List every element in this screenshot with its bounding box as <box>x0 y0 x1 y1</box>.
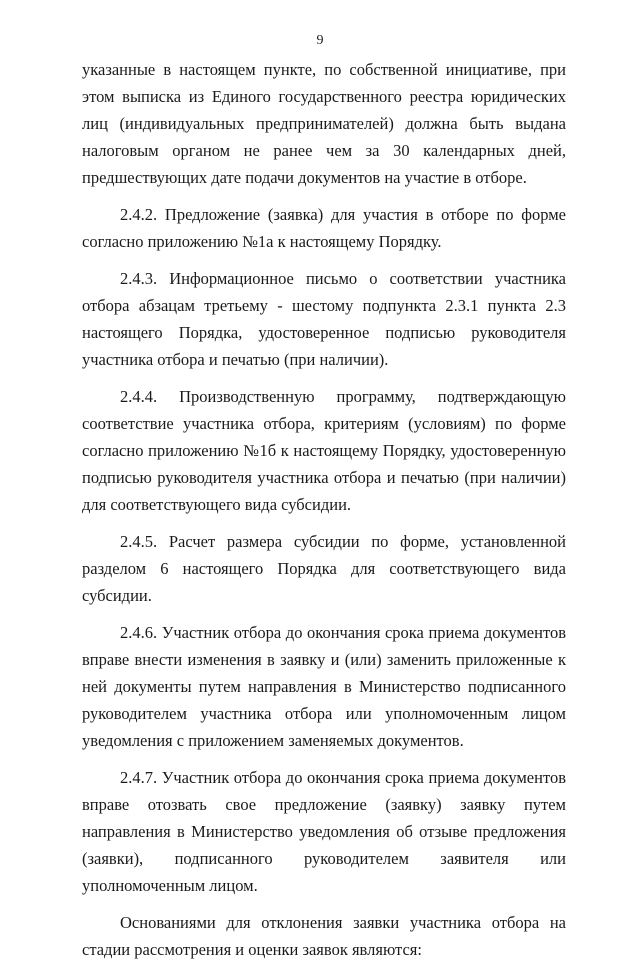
paragraph-2-4-4: 2.4.4. Производственную программу, подтверждающую соответствие участника отбора, критериям (условиям) по форме согласно приложению №1б к настоящему Порядку, удостоверенную подписью руководителя участника отбора и печатью (при наличии) для соответствующего вида субсидии. <box>82 387 566 514</box>
document-body <box>82 56 566 973</box>
paragraph-continuation: указанные в настоящем пункте, по собственной инициативе, при этом выписка из Единого государственного реестра юридических лиц (индивидуальных предпринимателей) должна быть выдана налоговым органом не ранее чем за 30 календарных дней, предшествующих дате подачи документов на участие в отборе. <box>82 60 566 187</box>
paragraph-2-4-5: 2.4.5. Расчет размера субсидии по форме, установленной разделом 6 настоящего Порядка для соответствующего вида субсидии. <box>82 532 566 605</box>
paragraph-2-4-3: 2.4.3. Информационное письмо о соответствии участника отбора абзацам третьему - шестому подпункта 2.3.1 пункта 2.3 настоящего Порядка, удостоверенное подписью руководителя участника отбора и печатью (при наличии). <box>82 269 566 369</box>
paragraph-rejection-grounds: Основаниями для отклонения заявки участника отбора на стадии рассмотрения и оценки заявок являются: <box>82 913 566 959</box>
paragraph-2-4-7: 2.4.7. Участник отбора до окончания срока приема документов вправе отозвать свое предложение (заявку) заявку путем направления в Министерство уведомления об отзыве предложения (заявки), подписанного руководителем заявителя или уполномоченным лицом. <box>82 768 566 895</box>
paragraph-2-4-6: 2.4.6. Участник отбора до окончания срока приема документов вправе внести изменения в заявку и (или) заменить приложенные к ней документы путем направления в Министерство подписанного руководителем участника отбора или уполномоченным лицом уведомления с приложением заменяемых документов. <box>82 623 566 750</box>
page-number: 9 <box>316 33 324 48</box>
paragraph-2-4-2: 2.4.2. Предложение (заявка) для участия в отборе по форме согласно приложению №1а к настоящему Порядку. <box>82 205 566 251</box>
